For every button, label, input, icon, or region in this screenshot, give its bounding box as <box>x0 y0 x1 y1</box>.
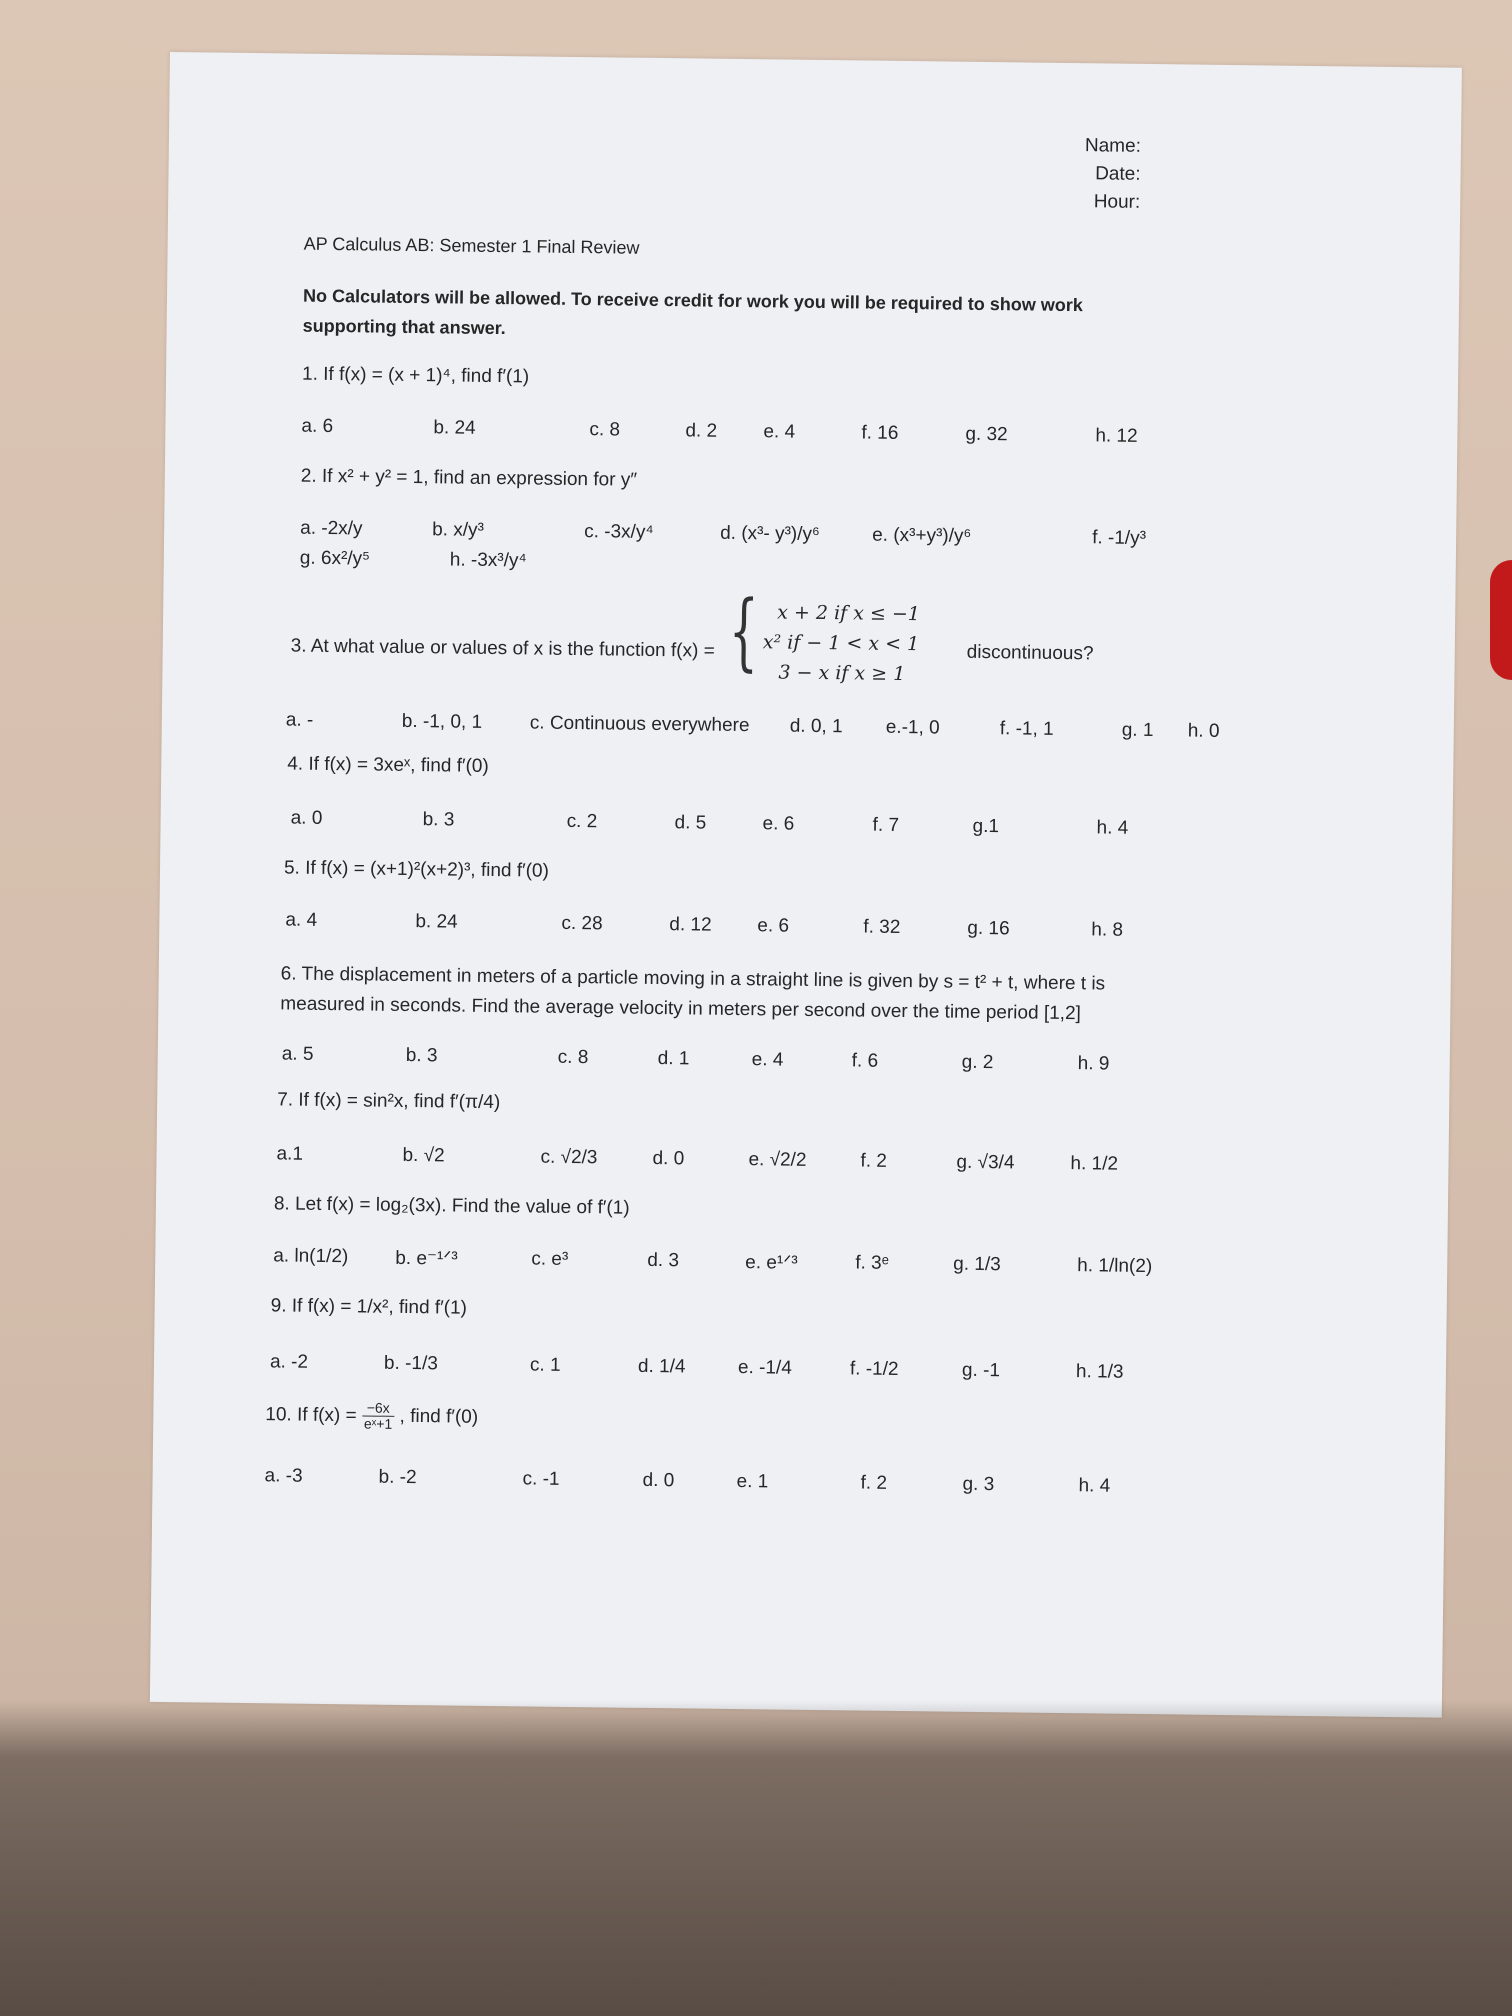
question-10-fraction <box>362 1400 395 1432</box>
instructions-line-2: supporting that answer. <box>302 315 506 339</box>
option-a: a. - <box>285 709 314 731</box>
option-c: c. e³ <box>531 1248 569 1270</box>
option-c: c. 2 <box>566 810 598 833</box>
option-h: h. 4 <box>1078 1475 1111 1497</box>
question-6-line-2: measured in seconds. Find the average velocity in meters per second over the time period [1,2] <box>280 993 1081 1025</box>
option-d: d. 5 <box>674 812 707 834</box>
question-3: 3. At what value or values of x is the function f(x) = <box>290 635 715 662</box>
option-a: a. 0 <box>290 807 323 829</box>
option-g: g. 16 <box>967 917 1010 940</box>
option-c: c. 8 <box>589 419 621 441</box>
option-e: e. √2/2 <box>748 1149 807 1171</box>
option-a: a. ln(1/2) <box>273 1245 349 1268</box>
option-g: g. -1 <box>961 1359 1001 1382</box>
question-4: 4. If f(x) = 3xeˣ, find f′(0) <box>287 753 489 777</box>
option-c: c. 28 <box>561 912 603 935</box>
instructions-line-1: No Calculators will be allowed. To receive credit for work you will be required to show work <box>302 285 1083 316</box>
option-c: c. -3x/y⁴ <box>584 521 654 543</box>
question-8: 8. Let f(x) = log₂(3x). Find the value of f′(1) <box>273 1193 630 1219</box>
option-a: a. 4 <box>285 909 318 931</box>
option-e: e. 4 <box>763 421 796 443</box>
option-e: e.-1, 0 <box>885 716 940 739</box>
option-b: b. 3 <box>405 1044 438 1067</box>
option-e: e. 6 <box>762 813 795 835</box>
hour-field-label: Hour: <box>1093 191 1141 213</box>
option-e: e. 1 <box>736 1471 769 1493</box>
option-h: h. 1/2 <box>1070 1153 1119 1175</box>
piecewise-line-1: x + 2 if x ≤ −1 <box>777 601 921 626</box>
option-c: c. 8 <box>557 1046 589 1069</box>
option-d: d. 0 <box>642 1469 675 1492</box>
option-e: e. 6 <box>757 915 790 937</box>
red-object <box>1490 560 1512 680</box>
question-10-suffix: , find f′(0) <box>399 1405 479 1428</box>
option-g: g.1 <box>972 815 1000 838</box>
option-a: a.1 <box>276 1143 304 1165</box>
option-h: h. 8 <box>1091 919 1124 941</box>
option-f: f. 32 <box>863 916 901 938</box>
option-a: a. 5 <box>281 1043 314 1065</box>
question-10-prefix: 10. If f(x) = <box>265 1404 357 1427</box>
fraction-denominator: eˣ+1 <box>363 1415 393 1433</box>
option-f: f. 6 <box>851 1050 879 1072</box>
piecewise-brace: { <box>728 581 759 681</box>
fraction-numerator: −6x <box>362 1400 395 1417</box>
option-f: f. -1/2 <box>849 1358 899 1380</box>
option-h: h. 9 <box>1077 1053 1110 1075</box>
option-b: b. -1/3 <box>383 1352 438 1375</box>
option-h: h. 0 <box>1187 720 1220 742</box>
option-h: h. 1/ln(2) <box>1077 1255 1153 1278</box>
option-g: g. 2 <box>961 1051 994 1074</box>
option-b: b. 24 <box>415 911 458 933</box>
option-b: b. √2 <box>402 1144 445 1167</box>
option-f: f. 3ᵉ <box>855 1252 889 1274</box>
option-b: b. x/y³ <box>432 519 485 541</box>
option-g: g. 1/3 <box>953 1253 1001 1276</box>
option-e: e. (x³+y³)/y⁶ <box>872 524 972 547</box>
option-d: d. 0 <box>652 1147 685 1170</box>
question-1: 1. If f(x) = (x + 1)⁴, find f′(1) <box>301 363 530 388</box>
option-a: a. 6 <box>301 415 334 438</box>
option-g: g. 32 <box>965 423 1008 446</box>
option-b: b. 24 <box>433 417 476 439</box>
option-f: f. 2 <box>860 1150 888 1172</box>
option-g: g. 3 <box>962 1473 995 1496</box>
option-d: d. 12 <box>669 914 712 936</box>
question-3-suffix: discontinuous? <box>966 641 1094 665</box>
option-b: b. 3 <box>422 809 455 831</box>
option-c: c. Continuous everywhere <box>529 712 750 737</box>
option-c: c. √2/3 <box>540 1146 598 1169</box>
piecewise-line-3: 3 − x if x ≥ 1 <box>778 661 906 686</box>
question-2: 2. If x² + y² = 1, find an expression for y″ <box>300 465 638 491</box>
option-g: g. √3/4 <box>956 1151 1015 1174</box>
option-f: f. -1, 1 <box>999 718 1054 740</box>
option-f: f. -1/y³ <box>1092 527 1147 549</box>
option-a: a. -2 <box>269 1351 309 1373</box>
question-7: 7. If f(x) = sin²x, find f′(π/4) <box>277 1089 501 1114</box>
option-e: e. 4 <box>751 1049 784 1071</box>
option-d: d. 3 <box>647 1249 680 1272</box>
option-g: g. 6x²/y⁵ <box>299 547 371 570</box>
option-h: h. -3x³/y⁴ <box>449 549 527 572</box>
option-a: a. -3 <box>264 1465 303 1487</box>
option-f: f. 7 <box>872 814 900 836</box>
option-f: f. 16 <box>861 422 899 444</box>
piecewise-line-2: x² if − 1 < x < 1 <box>762 631 920 656</box>
page-title: AP Calculus AB: Semester 1 Final Review <box>303 233 640 258</box>
option-b: b. e⁻¹ᐟ³ <box>395 1247 458 1270</box>
option-h: h. 4 <box>1096 817 1129 839</box>
option-d: d. 2 <box>685 420 718 442</box>
option-b: b. -1, 0, 1 <box>401 710 483 733</box>
option-g: g. 1 <box>1121 719 1154 742</box>
option-c: c. -1 <box>522 1468 560 1490</box>
option-b: b. -2 <box>378 1466 417 1489</box>
option-e: e. e¹ᐟ³ <box>745 1252 798 1274</box>
worksheet-page <box>150 52 1462 1718</box>
option-d: d. (x³- y³)/y⁶ <box>720 522 820 545</box>
option-f: f. 2 <box>860 1472 888 1494</box>
name-field-label: Name: <box>1084 135 1142 157</box>
question-5: 5. If f(x) = (x+1)²(x+2)³, find f′(0) <box>283 857 550 882</box>
table-shadow <box>0 1700 1512 2016</box>
option-d: d. 0, 1 <box>789 715 843 738</box>
option-h: h. 12 <box>1095 425 1138 447</box>
question-6-line-1: 6. The displacement in meters of a particle moving in a straight line is given by s = t² + t, where t is <box>280 963 1106 995</box>
option-d: d. 1 <box>657 1048 690 1070</box>
option-e: e. -1/4 <box>737 1357 792 1379</box>
option-a: a. -2x/y <box>300 517 363 540</box>
date-field-label: Date: <box>1095 163 1141 185</box>
option-h: h. 1/3 <box>1075 1361 1124 1383</box>
question-10 <box>265 1399 478 1433</box>
question-9: 9. If f(x) = 1/x², find f′(1) <box>270 1295 468 1319</box>
option-c: c. 1 <box>529 1354 561 1376</box>
option-d: d. 1/4 <box>637 1355 686 1378</box>
